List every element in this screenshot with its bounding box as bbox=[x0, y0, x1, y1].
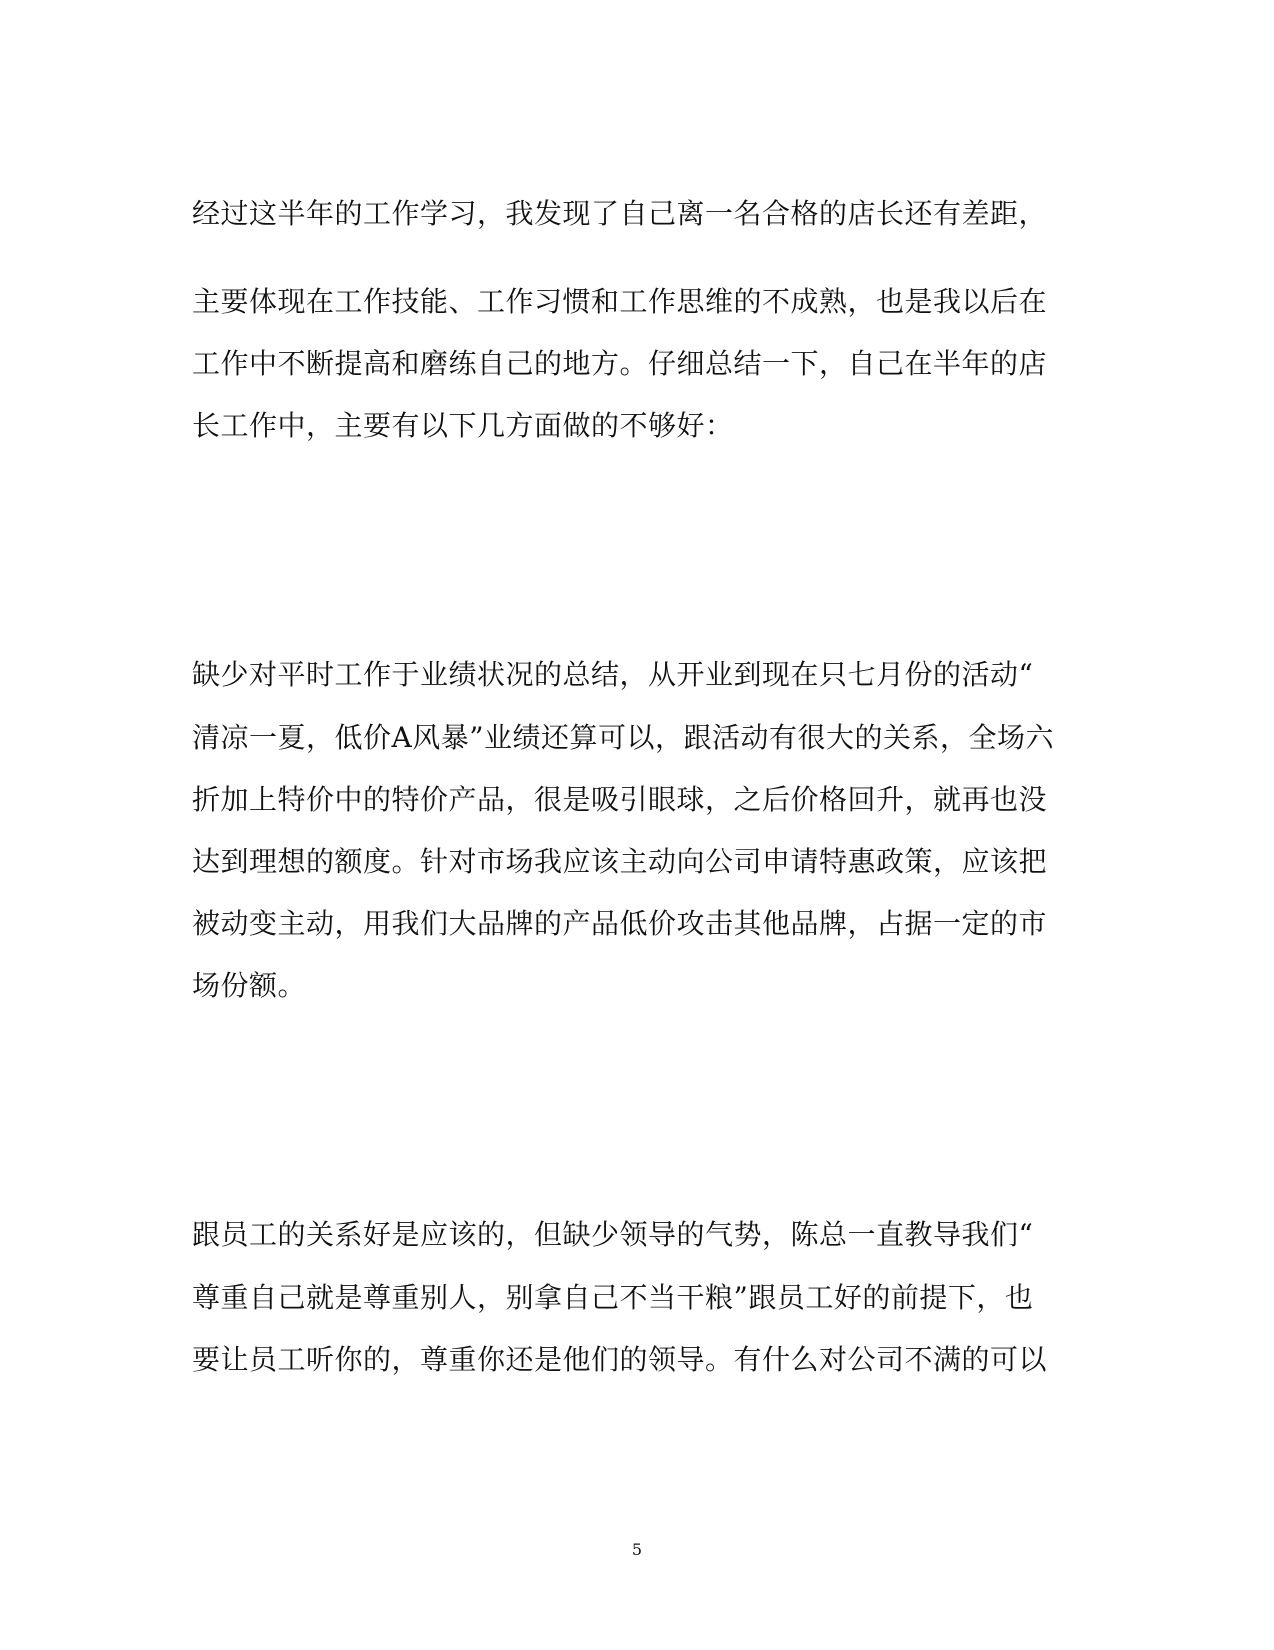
paragraph-line: 达到理想的额度。针对市场我应该主动向公司申请特惠政策，应该把 bbox=[192, 845, 1048, 878]
paragraph-line: 折加上特价中的特价产品，很是吸引眼球，之后价格回升，就再也没 bbox=[192, 783, 1048, 816]
paragraph-line: 工作中不断提高和磨练自己的地方。仔细总结一下，自己在半年的店 bbox=[192, 347, 1048, 380]
paragraph-line: 跟员工的关系好是应该的，但缺少领导的气势，陈总一直教导我们“ bbox=[192, 1218, 1034, 1251]
paragraph-line: 尊重自己就是尊重别人，别拿自己不当干粮”跟员工好的前提下，也 bbox=[192, 1281, 1034, 1314]
page-number: 5 bbox=[631, 1540, 643, 1559]
paragraph-line: 要让员工听你的，尊重你还是他们的领导。有什么对公司不满的可以 bbox=[192, 1343, 1048, 1376]
paragraph-line: 缺少对平时工作于业绩状况的总结，从开业到现在只七月份的活动“ bbox=[192, 658, 1034, 691]
paragraph-line: 经过这半年的工作学习，我发现了自己离一名合格的店长还有差距， bbox=[192, 197, 1048, 230]
paragraph-line: 长工作中，主要有以下几方面做的不够好： bbox=[192, 409, 734, 442]
paragraph-line: 主要体现在工作技能、工作习惯和工作思维的不成熟，也是我以后在 bbox=[192, 285, 1048, 318]
paragraph-line: 场份额。 bbox=[192, 969, 307, 1002]
paragraph-line: 清凉一夏，低价A风暴”业绩还算可以，跟活动有很大的关系，全场六 bbox=[192, 721, 1055, 754]
paragraph-line: 被动变主动，用我们大品牌的产品低价攻击其他品牌，占据一定的市 bbox=[192, 907, 1048, 940]
